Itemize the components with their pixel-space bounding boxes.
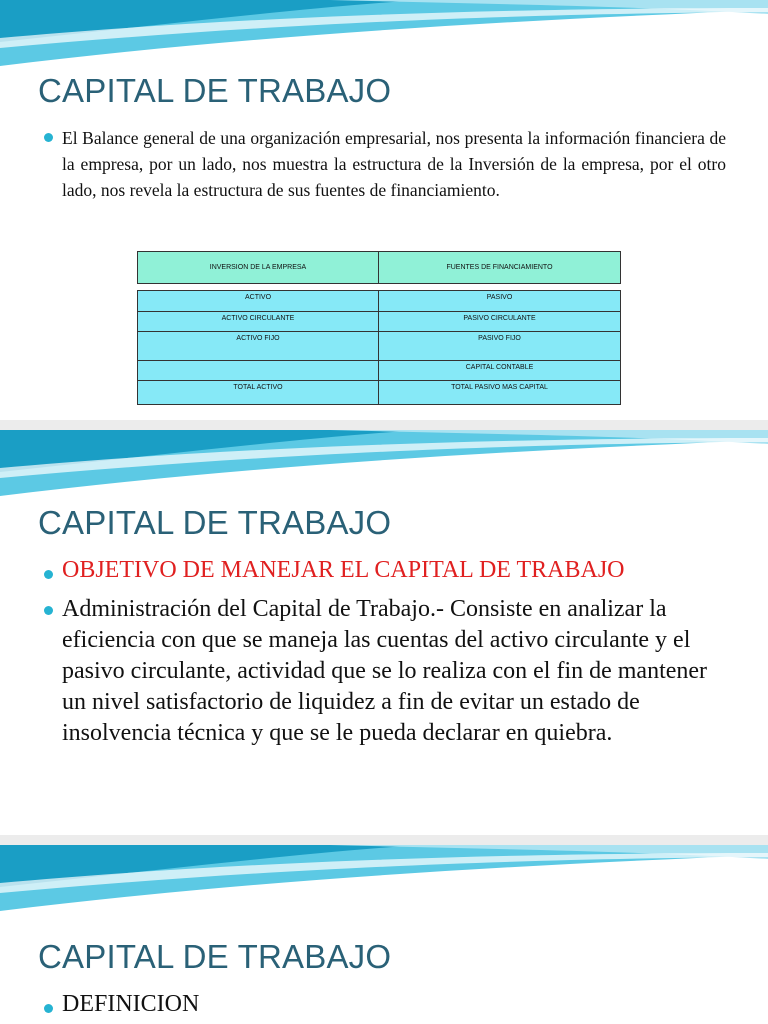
definition-heading: DEFINICION [62, 991, 200, 1017]
table-row [138, 291, 621, 312]
table-cell: ACTIVO CIRCULANTE [138, 312, 379, 332]
bullet-icon [44, 133, 53, 142]
table-cell: TOTAL PASIVO MAS CAPITAL [379, 381, 621, 405]
wave-banner [0, 430, 768, 510]
bullet-icon [44, 570, 53, 579]
table-cell: CAPITAL CONTABLE [379, 361, 621, 381]
slide-1 [0, 0, 768, 420]
wave-banner [0, 0, 768, 80]
table-header-cell: FUENTES DE FINANCIAMIENTO [379, 252, 621, 284]
wave-banner [0, 845, 768, 925]
bullet-icon [44, 1004, 53, 1013]
balance-table [137, 290, 621, 405]
slide-separator [0, 835, 768, 845]
table-cell: TOTAL ACTIVO [138, 381, 379, 405]
table-cell [138, 361, 379, 381]
bullet-icon [44, 606, 53, 615]
slide-separator [0, 420, 768, 430]
table-header-cell: INVERSION DE LA EMPRESA [138, 252, 379, 284]
table-cell: PASIVO [379, 291, 621, 312]
table-row [138, 332, 621, 361]
table-cell: PASIVO CIRCULANTE [379, 312, 621, 332]
table-cell: ACTIVO [138, 291, 379, 312]
slide-title: CAPITAL DE TRABAJO [38, 504, 392, 541]
slide-paragraph: El Balance general de una organización empresarial, nos presenta la información financiera de la empresa, por un lado, nos muestra la estructura de la Inversión de la empresa, por el otro lado, nos revela la estructura de sus fuentes de financiamiento. [62, 128, 726, 200]
table-row [138, 381, 621, 405]
table-cell: PASIVO FIJO [379, 332, 621, 361]
table-row [138, 312, 621, 332]
objective-heading: OBJETIVO DE MANEJAR EL CAPITAL DE TRABAJO [62, 557, 625, 583]
balance-table-header [137, 251, 621, 284]
table-row [138, 361, 621, 381]
slide-paragraph: Administración del Capital de Trabajo.- Consiste en analizar la eficiencia con que se maneja las cuentas del activo circulante y el pasivo circulante, actividad que se lo realiza con el fin de mantener un nivel satisfactorio de liquidez a fin de evitar un estado de insolvencia técnica y que se le pueda declarar en quiebra. [62, 596, 708, 746]
slide-title: CAPITAL DE TRABAJO [38, 72, 392, 109]
table-cell: ACTIVO FIJO [138, 332, 379, 361]
slide-title: CAPITAL DE TRABAJO [38, 938, 392, 975]
